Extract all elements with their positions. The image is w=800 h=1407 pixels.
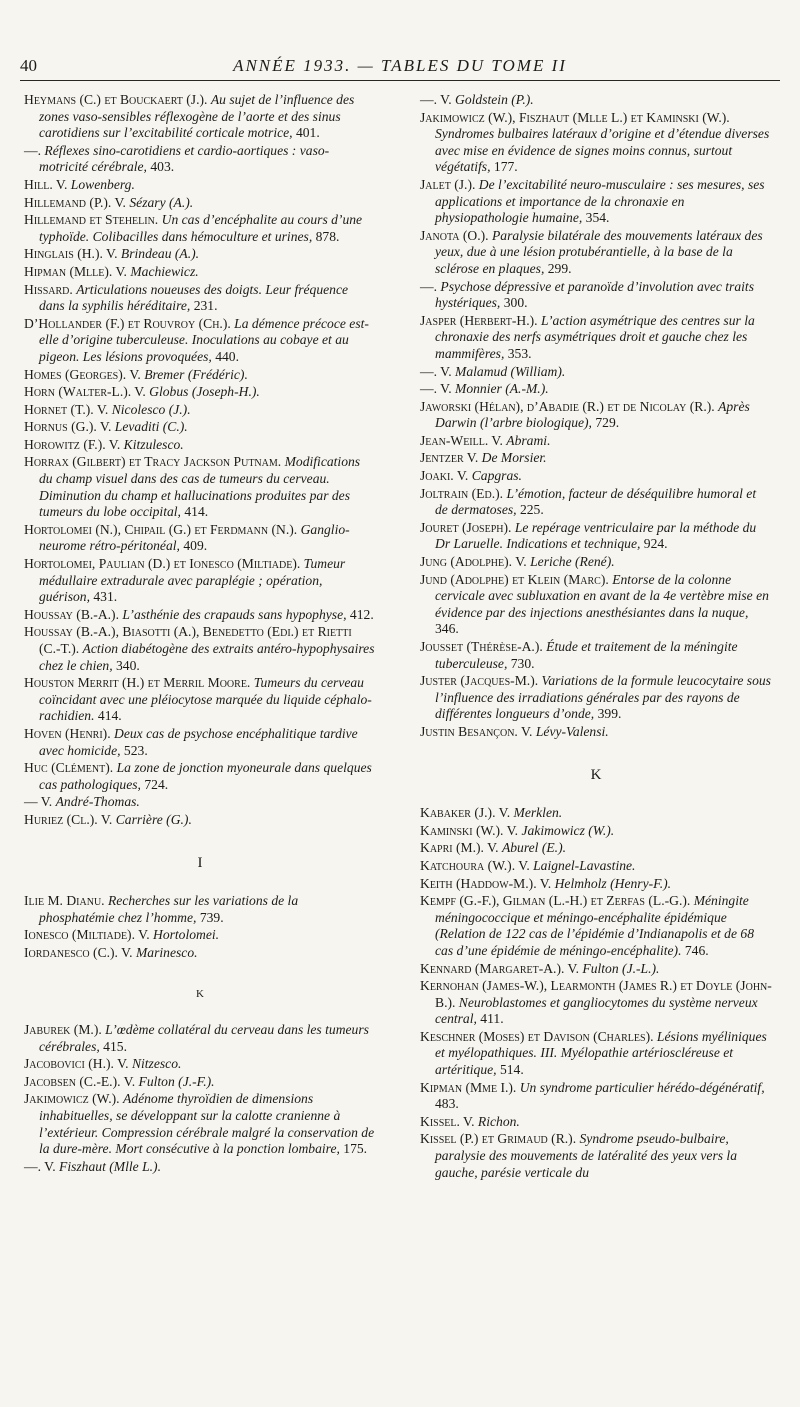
entry-author: Hissard. <box>24 281 73 297</box>
entry-page: 431. <box>89 589 118 605</box>
entry-page: 346. <box>435 621 459 637</box>
entry-title: Ganglio-neurome rétro-péritonéal, <box>39 521 350 554</box>
entry-page: 225. <box>516 502 544 518</box>
entry-title: Carrière (G.). <box>115 811 192 827</box>
entry-author: Hillemand (P.). <box>24 194 112 210</box>
entry-author: Kipman (Mme I.). <box>420 1079 517 1095</box>
entry-page: 415. <box>99 1038 127 1054</box>
index-entry <box>24 794 376 811</box>
index-entry <box>420 876 772 893</box>
entry-connector: V. <box>437 92 456 107</box>
entry-page: 483. <box>435 1096 459 1112</box>
entry-title: Nitzesco. <box>131 1056 182 1072</box>
section-heading-k: K <box>590 766 602 783</box>
entry-author: Katchoura (W.). <box>420 857 516 873</box>
entry-connector: V. <box>495 805 514 821</box>
entry-title: Laignel-Lavastine. <box>533 857 636 873</box>
index-entry <box>24 607 376 624</box>
entry-author: Hinglais (H.). <box>24 246 103 262</box>
index-entry <box>420 724 772 741</box>
entry-page: 340. <box>112 657 140 673</box>
entry-author: Jaburek (M.). <box>24 1022 102 1038</box>
entry-author: Hillemand et Stehelin. <box>24 212 159 228</box>
index-entry <box>24 726 376 759</box>
entries-j-continued <box>420 92 772 741</box>
index-entry <box>24 1091 376 1157</box>
entry-page: 523. <box>120 742 148 758</box>
index-entry <box>420 978 772 1028</box>
index-entry <box>420 961 772 978</box>
entry-author: Jund (Adolphe) et Klein (Marc). <box>420 571 609 587</box>
index-entry <box>24 367 376 384</box>
index-entry <box>420 858 772 875</box>
entry-author: Keith (Haddow-M.). <box>420 875 537 891</box>
index-entry <box>24 1056 376 1073</box>
entry-title: Syndromes bulbaires latéraux d’origine et d’étendue diverses avec mise en évidence de signes moins connus, surtout végétatifs, <box>435 126 770 175</box>
entry-page: 746. <box>681 942 709 958</box>
entry-title: Un cas d’encéphalite au cours d’une typhoïde. Colibacilles dans hémoculture et urines, <box>39 212 363 244</box>
entry-author: Justin Besançon. <box>420 723 518 739</box>
index-entry <box>24 246 376 263</box>
entry-page: 300. <box>500 295 528 311</box>
entry-author: Kernohan (James-W.), Learmonth (James R.) et Doyle (John-B.). <box>420 978 772 1010</box>
index-entry <box>24 419 376 436</box>
entry-title: Capgras. <box>471 468 522 484</box>
entry-page: 177. <box>490 159 518 175</box>
index-entry <box>420 450 772 467</box>
entry-author: Kissel. <box>420 1113 460 1129</box>
entry-page: 403. <box>146 159 175 175</box>
entry-title: Fulton (J.-L.). <box>582 960 660 976</box>
entry-title: Articulations noueuses des doigts. Leur fréquence dans la syphilis héréditaire, <box>39 281 349 314</box>
entry-title: L’asthénie des crapauds sans hypophyse, <box>122 606 347 622</box>
entry-title: Au sujet de l’influence des zones vaso-sensibles réflexogène de l’aorte et des sinus carotidiens sur l’excitabilité corticale motrice, <box>39 92 355 141</box>
index-entry <box>420 110 772 176</box>
entry-author: Jacobovici (H.). <box>24 1056 114 1072</box>
entry-connector: V. <box>437 381 456 397</box>
entry-title: Après Darwin (l’arbre biologique), <box>435 398 750 431</box>
entry-connector: V. <box>41 1158 60 1174</box>
entry-author: Kabaker (J.). <box>420 805 496 821</box>
entry-connector: V. <box>102 246 121 262</box>
entry-title: Lésions myéliniques et myélopathiques. III. Myélopathie artérioscléreuse et artéritique, <box>435 1028 767 1078</box>
index-entry <box>24 675 376 725</box>
index-entry <box>24 195 376 212</box>
entry-connector: V. <box>515 857 534 873</box>
index-entry <box>420 1114 772 1131</box>
entry-title: Lévy-Valensi. <box>535 723 609 739</box>
entry-page: 739. <box>196 909 224 925</box>
entry-author: Houston Merrit (H.) et Merril Moore. <box>24 675 251 691</box>
entry-title: Tumeurs du cerveau coïncidant avec une pléiocytose marquée du liquide céphalo-rachidien. <box>39 675 372 724</box>
entry-title: La zone de jonction myoneurale dans quelques cas pathologiques, <box>39 760 372 792</box>
index-entry <box>24 556 376 606</box>
entry-connector: V. <box>120 1073 139 1089</box>
entry-page: 440. <box>211 348 239 364</box>
entry-author: —. <box>24 1158 41 1174</box>
entry-connector: V. <box>517 723 536 739</box>
entry-title: Fiszhaut (Mlle L.). <box>59 1158 161 1174</box>
entry-author: Hoven (Henri). <box>24 725 111 741</box>
section-heading-j: K <box>196 987 204 1000</box>
entry-title: Helmholz (Henry-F.). <box>554 875 672 891</box>
index-entry <box>420 823 772 840</box>
entry-author: Horrax (Gilbert) et Tracy Jackson Putnam. <box>24 454 282 470</box>
index-entry <box>420 673 772 723</box>
index-entry <box>24 264 376 281</box>
entry-author: Hortolomei, Paulian (D.) et Ionesco (Miltiade). <box>24 556 301 572</box>
entry-title: Entorse de la colonne cervicale avec subluxation en avant de la 4e vertèbre mise en évidence par des injections anesthésiantes dans la nuque, <box>435 571 769 620</box>
entry-title: La démence précoce est-elle d’origine tuberculeuse. Inoculations au cobaye et au pigeon. Les lésions provoquées, <box>39 315 369 364</box>
entry-page: 411. <box>476 1011 504 1027</box>
index-entry <box>24 1074 376 1091</box>
entry-connector: V. <box>483 840 502 856</box>
entry-author: Kempf (G.-F.), Gilman (L.-H.) et Zerfas (L.-G.). <box>420 893 691 909</box>
entry-title: Abrami. <box>506 432 551 448</box>
entry-title: Lowenberg. <box>70 176 135 192</box>
entry-author: —. <box>420 363 437 379</box>
entry-title: Brindeau (A.). <box>120 246 200 262</box>
entry-page: 724. <box>140 776 169 792</box>
index-entry <box>24 812 376 829</box>
entry-page: 175. <box>339 1141 368 1157</box>
index-entry <box>420 92 772 109</box>
entry-author: Hornus (G.). <box>24 419 97 435</box>
entry-title: Modifications du champ visuel dans des cas de tumeurs du cerveau. Diminution du champ et hallucinations produites par des tumeurs du lobe occipital, <box>39 454 361 520</box>
index-entry <box>24 624 376 674</box>
entry-author: Kapri (M.). <box>420 840 484 856</box>
entry-title: André-Thomas. <box>55 794 140 810</box>
entry-author: Houssay (B.-A.). <box>24 606 119 622</box>
entry-title: Goldstein (P.). <box>455 92 534 107</box>
entry-page: 412. <box>346 606 374 622</box>
entry-title: Syndrome pseudo-bulbaire, paralysie des mouvements de latéralité des yeux vers la gauche, parésie verticale du <box>435 1131 737 1180</box>
entry-page: 729. <box>591 415 620 431</box>
index-entry <box>24 212 376 245</box>
entry-connector: V. <box>111 194 130 210</box>
index-entry <box>420 399 772 432</box>
entry-title: Action diabétogène des extraits antéro-hypophysaires chez le chien, <box>39 641 375 673</box>
entry-connector: V. <box>536 875 555 891</box>
index-entry <box>420 381 772 398</box>
entry-author: Ionesco (Miltiade). <box>24 927 135 943</box>
entry-title: Nicolesco (J.). <box>111 401 191 417</box>
index-entry <box>24 1159 376 1176</box>
entry-author: Juster (Jacques-M.). <box>420 673 539 689</box>
left-column <box>24 92 376 1176</box>
entry-page: 399. <box>594 706 622 722</box>
index-entry <box>24 945 376 962</box>
entry-title: Jakimowicz (W.). <box>521 822 615 838</box>
entry-page: 414. <box>94 708 122 724</box>
entry-title: L’action asymétrique des centres sur la chronaxie des nerfs asymétriques droit et gauche chez les mammifères, <box>435 312 755 361</box>
index-entry <box>420 433 772 450</box>
entry-page: 878. <box>312 228 340 244</box>
entry-title: Richon. <box>477 1113 520 1129</box>
entry-author: — <box>24 794 38 810</box>
entry-title: Variations de la formule leucocytaire sous l’influence des irradiations générales par des rayons de différentes longueurs d’onde, <box>435 673 771 722</box>
index-entry <box>420 639 772 672</box>
entry-title: Paralysie bilatérale des mouvements latéraux des yeux, due à une lésion protubérantielle, à la base de la sclérose en plaques, <box>435 227 763 276</box>
index-entry <box>420 805 772 822</box>
index-entry <box>420 486 772 519</box>
entry-author: —. <box>24 142 41 158</box>
entry-author: Jakimowicz (W.). <box>24 1091 120 1107</box>
entry-author: Janota (O.). <box>420 227 489 243</box>
entry-title: Neuroblastomes et gangliocytomes du système nerveux central, <box>435 994 758 1027</box>
index-entry <box>24 282 376 315</box>
entry-connector: V. <box>512 554 531 570</box>
entry-title: Merklen. <box>513 805 563 821</box>
entry-page: 514. <box>496 1062 524 1078</box>
entry-author: —. <box>420 381 437 397</box>
entry-page: 353. <box>504 345 532 361</box>
entry-connector: V. <box>96 419 115 435</box>
entry-title: Globus (Joseph-H.). <box>149 384 260 400</box>
entry-author: Jasper (Herbert-H.). <box>420 312 538 328</box>
entry-connector: V. <box>488 432 507 448</box>
entry-title: Kitzulesco. <box>123 436 184 452</box>
entry-title: Bremer (Frédéric). <box>144 366 248 382</box>
page-header <box>20 56 780 81</box>
index-entry <box>24 437 376 454</box>
entry-author: Kissel (P.) et Grimaud (R.). <box>420 1131 577 1147</box>
entry-connector: V. <box>134 927 153 943</box>
entry-page: 730. <box>507 655 535 671</box>
index-entry <box>420 279 772 312</box>
entry-connector: V. <box>93 401 112 417</box>
entry-author: Horn (Walter-L.). <box>24 384 132 400</box>
entry-title: L’émotion, facteur de déséquilibre humoral et de dermatoses, <box>435 485 757 518</box>
entry-author: Kaminski (W.). <box>420 822 504 838</box>
entry-title: Fulton (J.-F.). <box>138 1073 215 1089</box>
index-entry <box>420 313 772 363</box>
entries-h <box>24 92 376 829</box>
page-number: 40 <box>20 56 37 75</box>
entry-title: Recherches sur les variations de la phosphatémie chez l’homme, <box>39 893 299 925</box>
entry-author: Jung (Adolphe). <box>420 554 513 570</box>
entry-title: Malamud (William). <box>455 363 566 379</box>
index-entry <box>420 1029 772 1079</box>
entry-title: Psychose dépressive et paranoïde d’involution avec traits hystériques, <box>435 278 754 311</box>
entry-title: Sézary (A.). <box>129 194 194 210</box>
entry-author: Joaki. <box>420 468 454 484</box>
entry-author: Jousset (Thérèse-A.). <box>420 639 543 654</box>
entry-author: Houssay (B.-A.), Biasotti (A.), Benedetto (Edi.) et Rietti (C.-T.). <box>24 624 352 656</box>
entry-author: Joltrain (Ed.). <box>420 485 504 501</box>
index-entry <box>420 893 772 959</box>
index-entry <box>24 454 376 520</box>
entry-author: Hill. <box>24 176 53 192</box>
entry-author: Horowitz (F.). <box>24 436 106 452</box>
running-title: ANNÉE 1933. — TABLES DU TOME II <box>233 56 567 75</box>
entry-author: Jacobsen (C.-E.). <box>24 1073 121 1089</box>
entry-title: De l’excitabilité neuro-musculaire : ses mesures, ses applications et importance de la chronaxie en physiopathologie humaine, <box>435 176 765 226</box>
entry-title: Adénome thyroïdien de dimensions inhabituelles, se développant sur la calotte cranienne à l’extérieur. Compression cérébrale malgré la conservation de la dure-mère. Mort consécutive à la ponction lombaire, <box>39 1091 375 1157</box>
entry-connector: V. <box>453 468 472 484</box>
entry-connector: V. <box>459 1113 478 1129</box>
entry-author: Jakimowicz (W.), Fiszhaut (Mlle L.) et Kaminski (W.). <box>420 109 730 125</box>
entry-title: Étude et traitement de la méningite tuberculeuse, <box>435 639 738 671</box>
entry-title: De Morsier. <box>481 450 547 466</box>
entry-author: Hornet (T.). <box>24 401 94 417</box>
entry-title: Réflexes sino-carotidiens et cardio-aortiques : vaso-motricité cérébrale, <box>39 142 330 175</box>
entry-connector: V. <box>126 366 145 382</box>
entry-author: Huriez (Cl.). <box>24 811 98 827</box>
index-entry <box>420 364 772 381</box>
index-entry <box>24 316 376 366</box>
index-entry <box>420 554 772 571</box>
entry-connector: V. <box>105 436 124 452</box>
entry-author: Jentzer <box>420 450 464 466</box>
entry-author: Huc (Clément). <box>24 760 114 776</box>
entries-i <box>24 893 376 961</box>
entry-author: Heymans (C.) et Bouckaert (J.). <box>24 92 208 107</box>
index-entry <box>24 522 376 555</box>
entry-connector: V. <box>112 263 131 279</box>
index-entry <box>420 1080 772 1113</box>
entries-j <box>24 1022 376 1175</box>
entry-title: Tumeur médullaire extradurale avec paraplégie ; opération, guérison, <box>39 556 346 605</box>
entry-connector: V. <box>131 384 150 400</box>
right-column <box>420 92 772 1182</box>
entry-author: D’Hollander (F.) et Rouvroy (Ch.). <box>24 315 231 331</box>
entry-connector: V. <box>97 811 116 827</box>
entry-connector: V. <box>113 1056 132 1072</box>
index-entry <box>24 927 376 944</box>
entry-title: Deux cas de psychose encéphalitique tardive avec homicide, <box>39 725 358 758</box>
entry-title: Hortolomei. <box>153 927 220 943</box>
entry-page: 414. <box>180 504 209 520</box>
index-entry <box>24 177 376 194</box>
entry-page: 401. <box>292 125 320 141</box>
entry-author: Iordanesco (C.). <box>24 944 118 960</box>
entry-title: Leriche (René). <box>530 554 615 570</box>
entry-title: Un syndrome particulier hérédo-dégénératif, <box>519 1079 765 1095</box>
index-entry <box>420 572 772 638</box>
entry-author: Ilie M. Dianu. <box>24 893 105 909</box>
entry-title: Aburel (E.). <box>501 840 566 856</box>
entry-title: Machiewicz. <box>130 263 199 279</box>
entry-author: Keschner (Moses) et Davison (Charles). <box>420 1028 654 1044</box>
entry-title: Marinesco. <box>135 944 198 960</box>
entry-connector: V. <box>503 822 522 838</box>
index-entry <box>24 402 376 419</box>
index-entry <box>420 177 772 227</box>
entry-author: Hipman (Mlle). <box>24 263 113 279</box>
index-entry <box>24 1022 376 1055</box>
entry-page: 231. <box>190 298 218 314</box>
index-entry <box>420 840 772 857</box>
entry-page: 299. <box>544 260 572 276</box>
index-entry <box>24 143 376 176</box>
entry-page: 924. <box>640 536 668 552</box>
entry-title: Méningite méningococcique et méningo-encéphalite épidémique (Relation de 122 cas de l’épidémie d’Indianapolis et de 68 cas d’une épidémie de méningo-encéphalite). <box>435 893 754 958</box>
entry-title: Levaditi (C.). <box>114 419 188 435</box>
entry-connector: V. <box>437 363 456 379</box>
entry-author: Hortolomei (N.), Chipail (G.) et Ferdmann (N.). <box>24 521 298 537</box>
entry-connector: V. <box>463 450 482 466</box>
entry-title: Le repérage ventriculaire par la méthode du Dr Laruelle. Indications et technique, <box>435 519 757 552</box>
entry-author: Kennard (Margaret-A.). <box>420 960 565 976</box>
entry-page: 354. <box>582 210 610 226</box>
entry-title: Monnier (A.-M.). <box>455 381 549 397</box>
entry-author: Jalet (J.). <box>420 176 476 192</box>
index-entry <box>24 92 376 142</box>
entry-author: Jaworski (Hélan), d’Abadie (R.) et de Nicolay (R.). <box>420 398 715 414</box>
entry-connector: V. <box>37 794 56 810</box>
entry-connector: V. <box>52 176 71 192</box>
entries-k <box>420 805 772 1181</box>
entry-connector: V. <box>564 960 583 976</box>
section-heading-i: I <box>197 854 203 871</box>
entry-author: —. <box>420 92 437 107</box>
entry-author: Jouret (Joseph). <box>420 519 512 535</box>
index-entry <box>420 1131 772 1181</box>
entry-title: L’œdème collatéral du cerveau dans les tumeurs cérébrales, <box>39 1022 369 1054</box>
entry-page: 409. <box>179 538 208 554</box>
index-entry <box>24 893 376 926</box>
entry-author: Jean-Weill. <box>420 432 489 448</box>
index-entry <box>420 228 772 278</box>
entry-connector: V. <box>117 944 136 960</box>
index-entry <box>420 520 772 553</box>
index-entry <box>24 760 376 793</box>
entry-author: Homes (Georges). <box>24 366 127 382</box>
entry-author: —. <box>420 278 437 294</box>
index-entry <box>420 468 772 485</box>
index-entry <box>24 384 376 401</box>
